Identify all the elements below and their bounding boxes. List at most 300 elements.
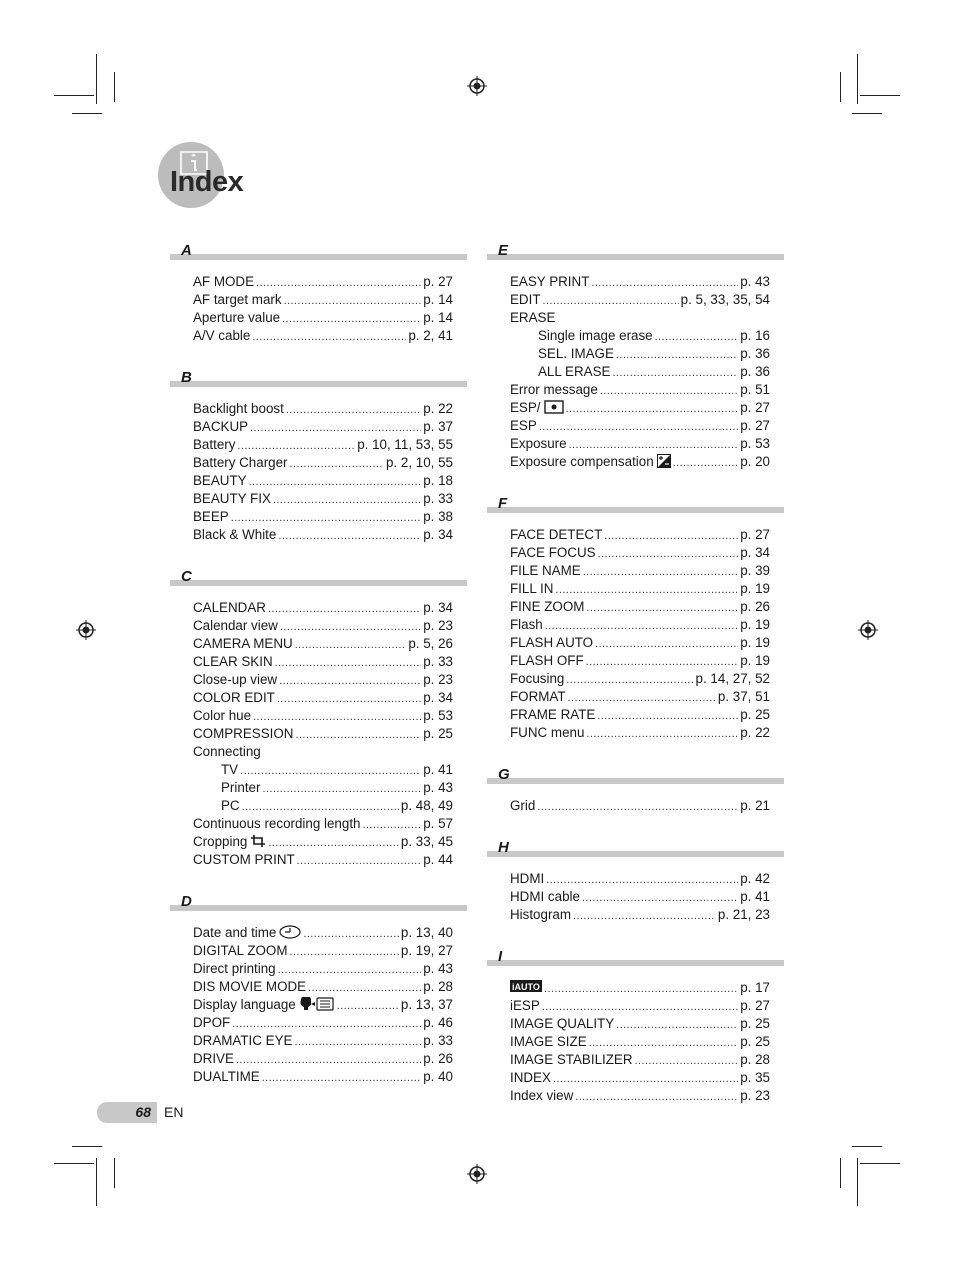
crop-mark bbox=[857, 1158, 858, 1206]
leader-dots bbox=[544, 980, 738, 998]
entry-page-ref: p. 27 bbox=[740, 418, 770, 433]
crop-mark bbox=[114, 1158, 115, 1188]
entry-label bbox=[510, 797, 535, 815]
entry-label bbox=[510, 309, 555, 327]
entry-label bbox=[193, 1032, 292, 1050]
leader-dots bbox=[568, 689, 716, 707]
entry-text: FLASH OFF bbox=[510, 653, 584, 668]
entry-page-ref: p. 13, 37 bbox=[400, 997, 453, 1012]
entry-text: CALENDAR bbox=[193, 600, 266, 615]
entry-label bbox=[510, 453, 671, 473]
entry-page-ref: p. 23 bbox=[423, 618, 453, 633]
index-entry-list bbox=[487, 968, 784, 1105]
entry-text: Exposure compensation bbox=[510, 454, 654, 469]
leader-dots bbox=[566, 671, 693, 689]
leader-dots bbox=[286, 401, 421, 419]
index-entry-battery-charger bbox=[193, 454, 453, 472]
index-entry-list bbox=[170, 588, 467, 869]
entry-text: Error message bbox=[510, 382, 598, 397]
entry-page-ref: p. 23 bbox=[423, 672, 453, 687]
leader-dots bbox=[569, 436, 739, 454]
index-entry-battery bbox=[193, 436, 453, 454]
entry-label bbox=[193, 725, 293, 743]
section-header bbox=[170, 891, 467, 913]
entry-text: Focusing bbox=[510, 671, 565, 686]
section-rule bbox=[487, 851, 784, 857]
leader-dots bbox=[297, 852, 422, 870]
entry-label bbox=[193, 960, 276, 978]
index-entry-tv bbox=[221, 761, 453, 779]
leader-dots bbox=[303, 925, 399, 943]
entry-label bbox=[510, 598, 584, 616]
entry-page-ref: p. 41 bbox=[740, 889, 770, 904]
entry-label bbox=[221, 797, 240, 815]
leader-dots bbox=[604, 527, 738, 545]
entry-label bbox=[510, 1015, 614, 1033]
entry-page-ref: p. 14 bbox=[423, 292, 453, 307]
entry-label bbox=[193, 833, 266, 853]
entry-text: CLEAR SKIN bbox=[193, 654, 273, 669]
entry-text: DIS MOVIE MODE bbox=[193, 979, 307, 994]
entry-text: Color hue bbox=[193, 708, 252, 723]
entry-label bbox=[510, 688, 566, 706]
entry-page-ref: p. 43 bbox=[423, 780, 453, 795]
leader-dots bbox=[295, 726, 421, 744]
entry-text: DRAMATIC EYE bbox=[193, 1033, 293, 1048]
leader-dots bbox=[252, 328, 406, 346]
leader-dots bbox=[290, 455, 384, 473]
index-entry-continuous-recording-length bbox=[193, 815, 453, 833]
leader-dots bbox=[289, 943, 398, 961]
leader-dots bbox=[575, 1088, 738, 1106]
right-column bbox=[487, 240, 784, 1127]
entry-page-ref: p. 21 bbox=[740, 798, 770, 813]
entry-page-ref: p. 21, 23 bbox=[717, 907, 770, 922]
entry-text: Date and time bbox=[193, 925, 277, 940]
entry-text: A/V cable bbox=[193, 328, 251, 343]
section-letter: I bbox=[498, 948, 503, 965]
entry-text: AF target mark bbox=[193, 292, 282, 307]
entry-text: ESP/ bbox=[510, 400, 541, 415]
entry-text: INDEX bbox=[510, 1070, 551, 1085]
entry-label bbox=[193, 1050, 234, 1068]
entry-page-ref: p. 20 bbox=[740, 454, 770, 469]
entry-text: Display language bbox=[193, 997, 296, 1012]
entry-text: BEEP bbox=[193, 509, 229, 524]
entry-text: HDMI bbox=[510, 871, 545, 886]
section-rule bbox=[487, 254, 784, 260]
index-entry-aperture-value bbox=[193, 309, 453, 327]
entry-text: Close-up view bbox=[193, 672, 278, 687]
entry-label bbox=[193, 1014, 230, 1032]
leader-dots bbox=[598, 545, 739, 563]
page-title: Index bbox=[170, 166, 244, 198]
leader-dots bbox=[566, 400, 739, 418]
leader-dots bbox=[253, 708, 421, 726]
crop-mark bbox=[857, 54, 858, 104]
index-entry-histogram bbox=[510, 906, 770, 924]
registration-mark-icon bbox=[467, 76, 487, 96]
crop-mark bbox=[840, 72, 841, 102]
entry-label bbox=[193, 689, 275, 707]
entry-text: Aperture value bbox=[193, 310, 281, 325]
section-rule bbox=[170, 381, 467, 387]
index-entry-frame-rate bbox=[510, 706, 770, 724]
index-section-f bbox=[487, 493, 784, 742]
entry-text: Printer bbox=[221, 780, 261, 795]
entry-label bbox=[193, 526, 276, 544]
entry-label bbox=[193, 996, 335, 1016]
leader-dots bbox=[589, 1034, 739, 1052]
index-entry-iesp bbox=[510, 997, 770, 1015]
section-header bbox=[487, 493, 784, 515]
leader-dots bbox=[591, 274, 738, 292]
leader-dots bbox=[616, 1016, 738, 1034]
section-letter: C bbox=[181, 568, 192, 585]
entry-page-ref: p. 25 bbox=[423, 726, 453, 741]
entry-text: iESP bbox=[510, 998, 540, 1013]
entry-text: FUNC menu bbox=[510, 725, 585, 740]
index-entry-black-white bbox=[193, 526, 453, 544]
section-rule bbox=[487, 507, 784, 513]
entry-label bbox=[193, 436, 235, 454]
entry-page-ref: p. 41 bbox=[423, 762, 453, 777]
index-entry-list bbox=[487, 859, 784, 924]
index-entry-beep bbox=[193, 508, 453, 526]
entry-page-ref: p. 53 bbox=[423, 708, 453, 723]
index-entry-index bbox=[510, 1069, 770, 1087]
index-section-e bbox=[487, 240, 784, 471]
entry-page-ref: p. 16 bbox=[740, 328, 770, 343]
entry-label bbox=[193, 635, 293, 653]
entry-label bbox=[510, 616, 543, 634]
index-entry-face-detect bbox=[510, 526, 770, 544]
index-entry-hdmi-cable bbox=[510, 888, 770, 906]
leader-dots bbox=[275, 654, 422, 672]
entry-page-ref: p. 19 bbox=[740, 617, 770, 632]
entry-text: IMAGE STABILIZER bbox=[510, 1052, 633, 1067]
section-rule bbox=[487, 960, 784, 966]
section-header bbox=[487, 946, 784, 968]
crop-mark bbox=[852, 1146, 882, 1147]
section-rule bbox=[170, 254, 467, 260]
entry-text: CAMERA MENU bbox=[193, 636, 293, 651]
entry-page-ref: p. 18 bbox=[423, 473, 453, 488]
leader-dots bbox=[539, 418, 738, 436]
leader-dots bbox=[273, 491, 421, 509]
index-entry-clear-skin bbox=[193, 653, 453, 671]
index-entry-func-menu bbox=[510, 724, 770, 742]
index-entry-list bbox=[487, 515, 784, 742]
entry-text: FILE NAME bbox=[510, 563, 581, 578]
entry-text: FLASH AUTO bbox=[510, 635, 594, 650]
language-code: EN bbox=[164, 1104, 184, 1120]
entry-label bbox=[193, 508, 229, 526]
crop-mark bbox=[96, 54, 97, 104]
entry-page-ref: p. 2, 10, 55 bbox=[385, 455, 453, 470]
entry-page-ref: p. 36 bbox=[740, 346, 770, 361]
section-header bbox=[170, 240, 467, 262]
entry-page-ref: p. 26 bbox=[423, 1051, 453, 1066]
index-section-b bbox=[170, 367, 467, 544]
index-entry-sel-image bbox=[538, 345, 770, 363]
entry-text: AF MODE bbox=[193, 274, 255, 289]
index-entry-list bbox=[170, 913, 467, 1086]
leader-dots bbox=[586, 599, 738, 617]
entry-text: Index view bbox=[510, 1088, 574, 1103]
index-entry-backlight-boost bbox=[193, 400, 453, 418]
leader-dots bbox=[279, 672, 421, 690]
entry-page-ref: p. 14, 27, 52 bbox=[695, 671, 770, 686]
page-number-box bbox=[97, 1102, 157, 1123]
entry-page-ref: p. 28 bbox=[740, 1052, 770, 1067]
entry-page-ref: p. 35 bbox=[740, 1070, 770, 1085]
entry-label bbox=[193, 743, 261, 761]
entry-page-ref: p. 5, 26 bbox=[408, 636, 453, 651]
entry-text: FILL IN bbox=[510, 581, 554, 596]
index-entry-easy-print bbox=[510, 273, 770, 291]
entry-label bbox=[510, 381, 598, 399]
section-rule bbox=[487, 778, 784, 784]
leader-dots bbox=[282, 310, 421, 328]
exposure-comp-icon bbox=[657, 454, 671, 473]
entry-text: Black & White bbox=[193, 527, 277, 542]
entry-page-ref: p. 34 bbox=[423, 600, 453, 615]
entry-page-ref: p. 42 bbox=[740, 871, 770, 886]
entry-page-ref: p. 25 bbox=[740, 1016, 770, 1031]
entry-page-ref: p. 25 bbox=[740, 707, 770, 722]
entry-text: Cropping bbox=[193, 834, 248, 849]
registration-mark-icon bbox=[858, 620, 878, 640]
index-entry-image-stabilizer bbox=[510, 1051, 770, 1069]
index-entry-esp bbox=[510, 417, 770, 435]
index-entry-date-and-time bbox=[193, 924, 453, 942]
left-column bbox=[170, 240, 467, 1108]
leader-dots bbox=[546, 871, 738, 889]
entry-label bbox=[193, 707, 251, 725]
crop-mark bbox=[860, 95, 900, 96]
leader-dots bbox=[337, 997, 399, 1015]
entry-page-ref: p. 27 bbox=[740, 527, 770, 542]
index-entry-dis-movie-mode bbox=[193, 978, 453, 996]
entry-label bbox=[510, 1051, 633, 1069]
entry-page-ref: p. 51 bbox=[740, 382, 770, 397]
index-section-d bbox=[170, 891, 467, 1086]
entry-label bbox=[510, 291, 541, 309]
entry-page-ref: p. 19 bbox=[740, 581, 770, 596]
leader-dots bbox=[256, 274, 421, 292]
leader-dots bbox=[232, 1015, 421, 1033]
leader-dots bbox=[262, 1069, 421, 1087]
leader-dots bbox=[542, 998, 738, 1016]
section-header bbox=[170, 566, 467, 588]
entry-text: Battery Charger bbox=[193, 455, 288, 470]
entry-text: DIGITAL ZOOM bbox=[193, 943, 288, 958]
entry-label bbox=[510, 435, 567, 453]
entry-page-ref: p. 26 bbox=[740, 599, 770, 614]
entry-page-ref: p. 33 bbox=[423, 1033, 453, 1048]
index-entry-fill-in bbox=[510, 580, 770, 598]
index-entry-single-image-erase bbox=[538, 327, 770, 345]
crop-mark bbox=[860, 1163, 900, 1164]
entry-text: PC bbox=[221, 798, 240, 813]
index-section-a bbox=[170, 240, 467, 345]
entry-label bbox=[193, 490, 271, 508]
entry-text: COMPRESSION bbox=[193, 726, 294, 741]
entry-label bbox=[510, 1087, 573, 1105]
leader-dots bbox=[597, 707, 738, 725]
entry-label bbox=[193, 273, 254, 291]
leader-dots bbox=[583, 563, 739, 581]
entry-label bbox=[193, 1068, 260, 1086]
leader-dots bbox=[242, 798, 399, 816]
entry-page-ref: p. 33 bbox=[423, 654, 453, 669]
leader-dots bbox=[363, 816, 422, 834]
index-section-h bbox=[487, 837, 784, 924]
leader-dots bbox=[573, 907, 716, 925]
entry-label bbox=[193, 599, 266, 617]
entry-text: BACKUP bbox=[193, 419, 249, 434]
entry-label bbox=[510, 670, 564, 688]
entry-page-ref: p. 34 bbox=[423, 527, 453, 542]
index-section-c bbox=[170, 566, 467, 869]
entry-label bbox=[193, 418, 248, 436]
entry-text: ERASE bbox=[510, 310, 556, 325]
entry-label bbox=[193, 942, 287, 960]
index-entry-hdmi bbox=[510, 870, 770, 888]
entry-label bbox=[538, 345, 614, 363]
leader-dots bbox=[250, 419, 421, 437]
index-entry-dramatic-eye bbox=[193, 1032, 453, 1050]
entry-page-ref: p. 13, 40 bbox=[400, 925, 453, 940]
leader-dots bbox=[280, 618, 421, 636]
page-number: 68 bbox=[135, 1104, 151, 1120]
spot-metering-icon bbox=[544, 400, 564, 419]
index-entry-grid bbox=[510, 797, 770, 815]
index-entry-list bbox=[170, 389, 467, 544]
entry-label bbox=[538, 363, 610, 381]
entry-label bbox=[510, 562, 581, 580]
crop-mark bbox=[72, 1146, 102, 1147]
entry-label bbox=[193, 291, 282, 309]
entry-page-ref: p. 27 bbox=[423, 274, 453, 289]
leader-dots bbox=[284, 292, 422, 310]
entry-label bbox=[510, 652, 584, 670]
entry-text: Histogram bbox=[510, 907, 572, 922]
leader-dots bbox=[586, 725, 738, 743]
leader-dots bbox=[673, 454, 739, 472]
index-entry-iauto bbox=[510, 979, 770, 997]
entry-text: Grid bbox=[510, 798, 536, 813]
index-entry-calendar bbox=[193, 599, 453, 617]
index-entry-all-erase bbox=[538, 363, 770, 381]
entry-text: Exposure bbox=[510, 436, 567, 451]
entry-label bbox=[510, 724, 584, 742]
entry-label bbox=[510, 1033, 587, 1051]
index-entry-backup bbox=[193, 418, 453, 436]
index-entry-flash-off bbox=[510, 652, 770, 670]
entry-page-ref: p. 44 bbox=[423, 852, 453, 867]
entry-text: ESP bbox=[510, 418, 537, 433]
entry-label bbox=[193, 309, 280, 327]
entry-page-ref: p. 57 bbox=[423, 816, 453, 831]
entry-label bbox=[510, 580, 553, 598]
index-entry-beauty bbox=[193, 472, 453, 490]
leader-dots bbox=[249, 473, 422, 491]
section-rule bbox=[170, 905, 467, 911]
index-entry-color-edit bbox=[193, 689, 453, 707]
entry-text: Connecting bbox=[193, 744, 261, 759]
leader-dots bbox=[586, 653, 739, 671]
entry-page-ref: p. 34 bbox=[423, 690, 453, 705]
language-icon bbox=[299, 997, 335, 1016]
index-entry-flash-auto bbox=[510, 634, 770, 652]
index-entry-esp bbox=[510, 399, 770, 417]
entry-page-ref: p. 43 bbox=[423, 961, 453, 976]
crop-mark bbox=[54, 1163, 94, 1164]
leader-dots bbox=[555, 581, 738, 599]
section-letter: E bbox=[498, 242, 509, 259]
entry-text: Continuous recording length bbox=[193, 816, 361, 831]
index-entry-drive bbox=[193, 1050, 453, 1068]
leader-dots bbox=[600, 382, 738, 400]
registration-mark-icon bbox=[467, 1164, 487, 1184]
index-entry-direct-printing bbox=[193, 960, 453, 978]
entry-text: DRIVE bbox=[193, 1051, 234, 1066]
index-entry-calendar-view bbox=[193, 617, 453, 635]
entry-page-ref: p. 34 bbox=[740, 545, 770, 560]
entry-label bbox=[193, 815, 361, 833]
leader-dots bbox=[635, 1052, 739, 1070]
entry-page-ref: p. 17 bbox=[740, 980, 770, 995]
leader-dots bbox=[543, 292, 679, 310]
index-entry-beauty-fix bbox=[193, 490, 453, 508]
entry-text: FORMAT bbox=[510, 689, 566, 704]
index-entry-af-mode bbox=[193, 273, 453, 291]
entry-page-ref: p. 39 bbox=[740, 563, 770, 578]
section-letter: F bbox=[498, 495, 508, 512]
leader-dots bbox=[595, 635, 738, 653]
entry-label bbox=[510, 906, 571, 924]
index-entry-exposure-compensation bbox=[510, 453, 770, 471]
index-entry-dpof bbox=[193, 1014, 453, 1032]
entry-label bbox=[510, 888, 580, 906]
entry-page-ref: p. 36 bbox=[740, 364, 770, 379]
entry-label bbox=[510, 1069, 551, 1087]
section-letter: A bbox=[181, 242, 192, 259]
leader-dots bbox=[553, 1070, 738, 1088]
entry-text: DPOF bbox=[193, 1015, 231, 1030]
crop-mark bbox=[840, 1158, 841, 1188]
entry-text: Battery bbox=[193, 437, 236, 452]
entry-label bbox=[193, 978, 306, 996]
entry-text: ALL ERASE bbox=[538, 364, 611, 379]
entry-label bbox=[510, 997, 540, 1015]
entry-text: Single image erase bbox=[538, 328, 653, 343]
entry-page-ref: p. 22 bbox=[423, 401, 453, 416]
entry-page-ref: p. 37 bbox=[423, 419, 453, 434]
leader-dots bbox=[537, 798, 738, 816]
page-title-block bbox=[158, 140, 278, 210]
leader-dots bbox=[236, 1051, 421, 1069]
entry-label bbox=[193, 327, 250, 345]
entry-page-ref: p. 14 bbox=[423, 310, 453, 325]
entry-page-ref: p. 40 bbox=[423, 1069, 453, 1084]
index-entry-error-message bbox=[510, 381, 770, 399]
entry-text: Backlight boost bbox=[193, 401, 284, 416]
entry-label bbox=[193, 924, 301, 944]
entry-label bbox=[193, 653, 273, 671]
